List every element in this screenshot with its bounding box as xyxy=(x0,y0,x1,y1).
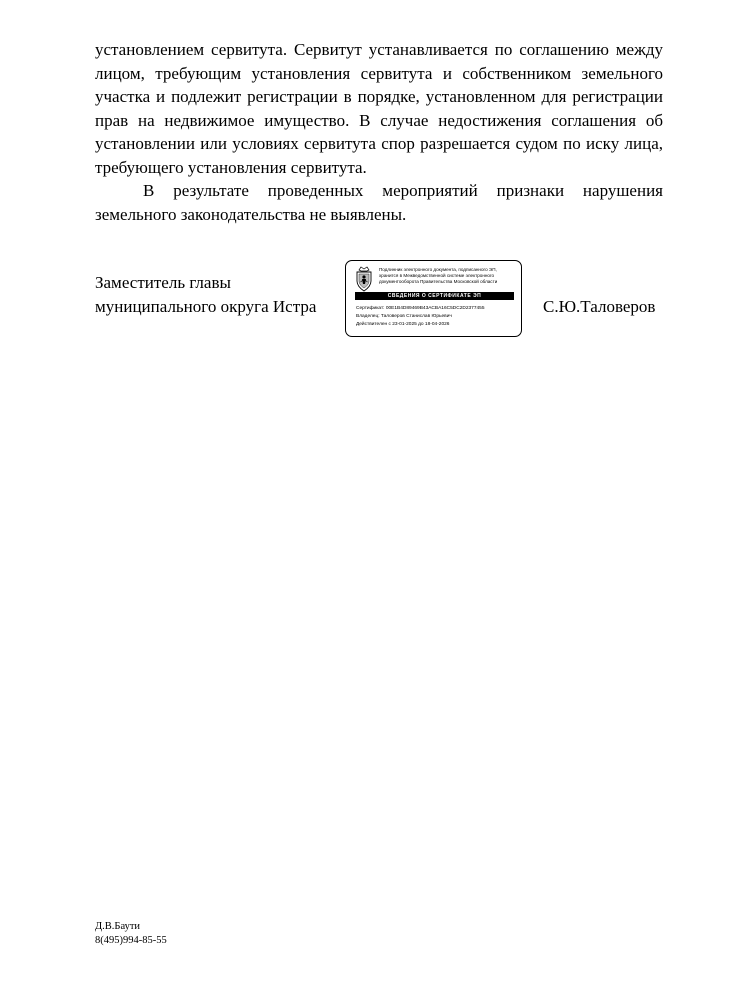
stamp-certificate-bar: СВЕДЕНИЯ О СЕРТИФИКАТЕ ЭП xyxy=(355,292,514,300)
electronic-signature-stamp xyxy=(345,260,522,337)
stamp-header xyxy=(379,267,519,285)
moscow-oblast-coat-of-arms-icon xyxy=(354,266,374,292)
stamp-certificate-validity: Действителен с 23-01-2025 до 18-04-2026 xyxy=(356,321,450,327)
paragraph-servitude: установлением сервитута. Сервитут устанавливается по соглашению между лицом, требующим установления сервитута и собственником земельного участка и подлежит регистрации в порядке, установленном для регистрации прав на недвижимое имущество. В случае недостижения соглашения об установлении или условиях сервитута спор разрешается судом по иску лица, требующего установления сервитута. xyxy=(95,40,663,177)
signatory-name: С.Ю.Таловеров xyxy=(543,297,656,316)
stamp-header-line-1: Подлинник электронного документа, подписанного ЭП, xyxy=(379,267,497,272)
footer-author: Д.В.Баути xyxy=(95,921,141,932)
paragraph-result: В результате проведенных мероприятий признаки нарушения земельного законодательства не выявлены. xyxy=(95,181,663,224)
signatory-position xyxy=(95,271,316,319)
stamp-certificate-number: Сертификат: 00E1B4D89469B43ACBA16C5DC2D2377455 xyxy=(356,306,485,311)
document-body xyxy=(95,38,663,226)
signatory-position-line-1: Заместитель главы xyxy=(95,273,231,292)
signatory-position-line-2: муниципального округа Истра xyxy=(95,297,317,316)
stamp-header-line-3: документооборота Правительства Московской области xyxy=(379,279,498,284)
stamp-header-line-2: хранится в Межведомственной системе электронного xyxy=(379,273,495,278)
stamp-certificate-details xyxy=(356,305,516,328)
stamp-certificate-owner: Владелец: Таловеров Станислав Юрьевич xyxy=(356,313,452,319)
document-footer xyxy=(95,920,167,948)
footer-phone: 8(495)994-85-55 xyxy=(95,935,167,946)
